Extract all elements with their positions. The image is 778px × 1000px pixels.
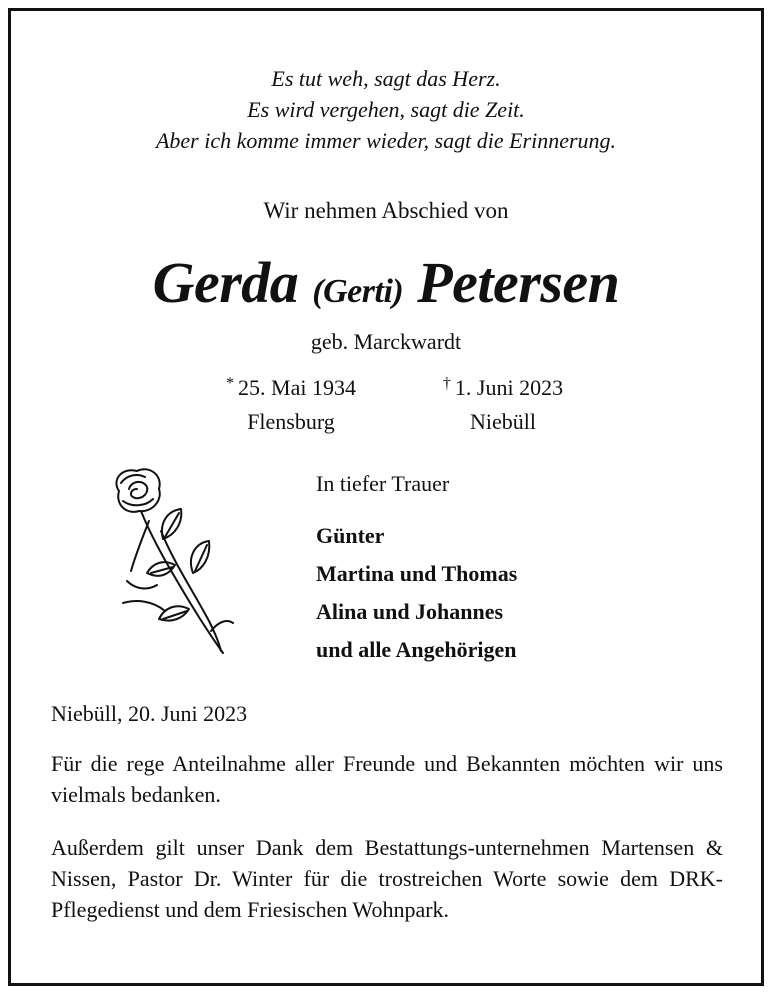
place-date: Niebüll, 20. Juni 2023 (51, 701, 248, 726)
nickname: (Gerti) (312, 273, 404, 310)
birth-symbol: * (226, 375, 235, 392)
poem-line-2: Es wird vergehen, sagt die Zeit. (247, 97, 525, 122)
birth-info (181, 371, 401, 439)
death-symbol: † (442, 375, 451, 392)
obituary-frame (8, 8, 764, 986)
birth-name: geb. Marckwardt (310, 329, 462, 354)
birth-date: 25. Mai 1934 (238, 375, 356, 400)
death-place: Niebüll (470, 409, 536, 434)
intro-text: Wir nehmen Abschied von (263, 198, 509, 223)
family-list (316, 517, 517, 669)
family-member: Martina und Thomas (316, 561, 518, 586)
poem-line-3: Aber ich komme immer wieder, sagt die Erinnerung. (155, 128, 617, 153)
family-member: Günter (316, 523, 385, 548)
mourning-heading: In tiefer Trauer (316, 471, 450, 496)
family-member: Alina und Johannes (316, 599, 504, 624)
death-date: 1. Juni 2023 (454, 375, 564, 400)
thanks-paragraph-1: Für die rege Anteilnahme aller Freunde und Bekannten möchten wir uns vielmals bedanken. (51, 751, 723, 807)
thanks-paragraph-2: Außerdem gilt unser Dank dem Bestattungs-unternehmen Martensen & Nissen, Pastor Dr. Winter für die trostreichen Worte sowie dem DRK-Pflegedienst und dem Friesischen Wohnpark. (51, 835, 723, 922)
rose-icon (101, 461, 241, 656)
poem (11, 63, 761, 156)
poem-line-1: Es tut weh, sagt das Herz. (271, 66, 501, 91)
first-name: Gerda (152, 250, 299, 315)
birth-place: Flensburg (247, 409, 335, 434)
deceased-name (11, 249, 761, 316)
death-info (393, 371, 613, 439)
last-name: Petersen (417, 250, 620, 315)
family-member: und alle Angehörigen (316, 637, 517, 662)
